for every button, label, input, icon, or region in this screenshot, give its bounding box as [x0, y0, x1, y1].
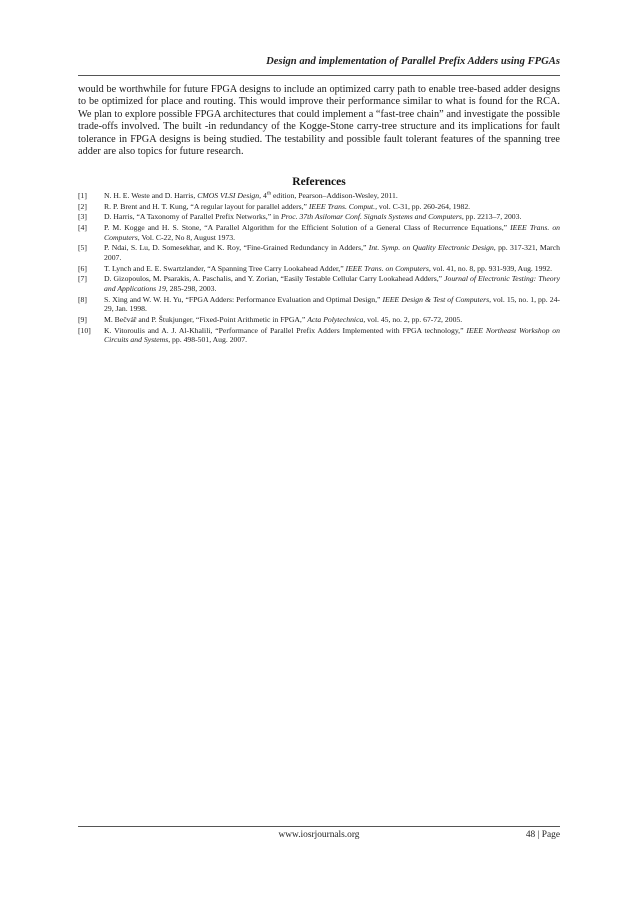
- reference-number: [10]: [78, 325, 91, 335]
- reference-item: [78, 315, 560, 325]
- reference-item: [78, 223, 560, 242]
- reference-item: [78, 264, 560, 274]
- reference-item: [78, 191, 560, 201]
- reference-text: N. H. E. Weste and D. Harris, CMOS VLSI Design, 4th edition, Pearson–Addison-Wesley, 2011.: [104, 190, 398, 200]
- reference-text: P. M. Kogge and H. S. Stone, “A Parallel Algorithm for the Efficient Solution of a General Class of Recurrence Equations,” IEEE Trans. on Computers, Vol. C-22, No 8, August 1973.: [104, 223, 561, 242]
- reference-item: [78, 274, 560, 293]
- body-paragraph: would be worthwhile for future FPGA designs to include an optimized carry path to enable tree-based adder designs to be optimized for place and routing. This would improve their performance similar to what is found for the RCA. We plan to explore possible FPGA architectures that could implement a “fast-tree chain” and investigate the possible trade-offs involved. The built -in redundancy of the Kogge-Stone carry-tree structure and its implications for fault tolerance in FPGA designs is being studied. The testability and possible fault tolerant features of the spanning tree adder are also topics for future research.: [78, 84, 560, 158]
- header-divider: [78, 75, 560, 76]
- reference-item: [78, 212, 560, 222]
- reference-number: [6]: [78, 263, 87, 273]
- footer-url: www.iosrjournals.org: [278, 830, 360, 840]
- references-heading: References: [292, 176, 346, 188]
- page-number: 48 | Page: [525, 830, 560, 840]
- reference-number: [8]: [78, 294, 87, 304]
- reference-text: R. P. Brent and H. T. Kung, “A regular layout for parallel adders,” IEEE Trans. Comput., vol. C-31, pp. 260-264, 1982.: [104, 201, 471, 211]
- reference-text: M. Bečvář and P. Štukjunger, “Fixed-Point Arithmetic in FPGA,” Acta Polytechnica, vol. 45, no. 2, pp. 67-72, 2005.: [104, 314, 463, 324]
- reference-text: T. Lynch and E. E. Swartzlander, “A Spanning Tree Carry Lookahead Adder,” IEEE Trans. on Computers, vol. 41, no. 8, pp. 931-939, Aug. 1992.: [104, 263, 553, 273]
- reference-text: P. Ndai, S. Lu, D. Somesekhar, and K. Roy, “Fine-Grained Redundancy in Adders,” Int. Symp. on Quality Electronic Design, pp. 317-321, March 2007.: [104, 243, 560, 262]
- reference-text: S. Xing and W. W. H. Yu, “FPGA Adders: Performance Evaluation and Optimal Design,” IEEE Design & Test of Computers, vol. 15, no. 1, pp. 24-29, Jan. 1998.: [104, 294, 560, 314]
- reference-number: [2]: [78, 201, 87, 211]
- reference-item: [78, 326, 560, 345]
- reference-item: [78, 202, 560, 212]
- reference-item: [78, 243, 560, 262]
- reference-text: K. Vitoroulis and A. J. Al-Khalili, “Performance of Parallel Prefix Adders Implemented with FPGA technology,” IEEE Northeast Workshop on Circuits and Systems, pp. 498-501, Aug. 2007.: [104, 325, 560, 345]
- reference-number: [1]: [78, 191, 87, 200]
- reference-number: [4]: [78, 223, 87, 233]
- reference-number: [5]: [78, 243, 87, 253]
- reference-text: D. Gizopoulos, M. Psarakis, A. Paschalis, and Y. Zorian, “Easily Testable Cellular Carry Lookahead Adders,” Journal of Electronic Testing: Theory and Applications 19, 285-298, 2003.: [104, 274, 560, 293]
- running-header-title: Design and implementation of Parallel Prefix Adders using FPGAs: [266, 56, 560, 67]
- reference-item: [78, 295, 560, 314]
- reference-number: [3]: [78, 212, 87, 222]
- reference-number: [7]: [78, 274, 87, 284]
- reference-text: D. Harris, “A Taxonomy of Parallel Prefix Networks,” in Proc. 37th Asilomar Conf. Signals Systems and Computers, pp. 2213–7, 2003.: [104, 212, 522, 222]
- reference-number: [9]: [78, 314, 87, 324]
- references-list: [78, 191, 560, 346]
- footer-divider: [78, 826, 560, 827]
